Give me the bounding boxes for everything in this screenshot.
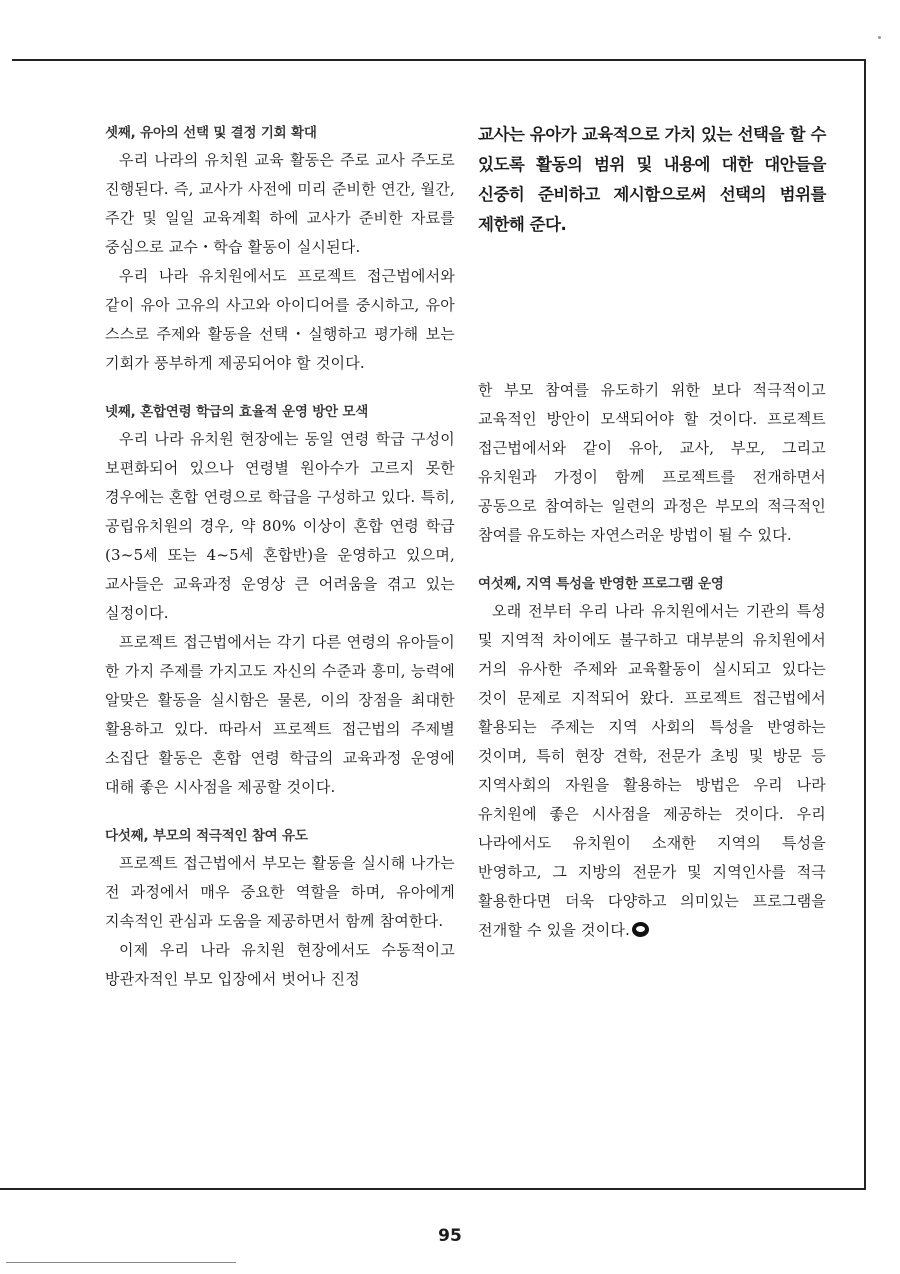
- section-heading: 다섯째, 부모의 적극적인 참여 유도: [105, 828, 308, 844]
- scan-speck: [878, 36, 881, 39]
- highlight-paragraph: 교사는 유아가 교육적으로 가치 있는 선택을 할 수 있도록 활동의 범위 및 내용에 대한 대안들을 신중히 준비하고 제시함으로써 선택의 범위를 제한해 준다.: [478, 125, 826, 234]
- frame-top-rule: [12, 59, 866, 61]
- frame-bottom-rule: [0, 1188, 866, 1190]
- scan-edge-line: [6, 1262, 236, 1263]
- section-heading: 넷째, 혼합연령 학급의 효율적 운영 방안 모색: [105, 404, 369, 420]
- section-heading: 셋째, 유아의 선택 및 결정 기회 확대: [105, 125, 317, 141]
- frame-right-rule: [864, 59, 866, 1190]
- end-mark-icon: [632, 922, 649, 937]
- body-paragraph: [478, 597, 826, 945]
- body-text: 오래 전부터 우리 나라 유치원에서는 기관의 특성 및 지역적 차이에도 불구하고 대부분의 유치원에서 거의 유사한 주제와 교육활동이 실시되고 있다는 것이 문제로 지적되어 왔다. 프로젝트 접근법에서 활용되는 주제는 지역 사회의 특성을 반영하는 것이며, 특히 현장 견학, 전문가 초빙 및 방문 등 지역사회의 자원을 활용하는 방법은 우리 나라 유치원에 좋은 시사점을 제공하는 것이다. 우리 나라에서도 유치원이 소재한 지역의 특성을 반영하고, 그 지방의 전문가 및 지역인사를 적극 활용한다면 더욱 다양하고 의미있는 프로그램을 전개할 수 있을 것이다.: [478, 602, 826, 939]
- body-paragraph: 이제 우리 나라 유치원 현장에서도 수동적이고 방관자적인 부모 입장에서 벗어나 진정: [105, 941, 455, 988]
- body-paragraph: 우리 나라의 유치원 교육 활동은 주로 교사 주도로 진행된다. 즉, 교사가 사전에 미리 준비한 연간, 월간, 주간 및 일일 교육계획 하에 교사가 준비한 자료를 중심으로 교수・학습 활동이 실시된다.: [105, 151, 455, 256]
- section-sixth: [478, 571, 826, 945]
- section-third: [105, 120, 455, 378]
- body-paragraph: 우리 나라 유치원 현장에는 동일 연령 학급 구성이 보편화되어 있으나 연령별 원아수가 고르지 못한 경우에는 혼합 연령으로 학급을 구성하고 있다. 특히, 공립유치원의 경우, 약 80% 이상이 혼합 연령 학급(3~5세 또는 4~5세 혼합반)을 운영하고 있으며, 교사들은 교육과정 운영상 큰 어려움을 겪고 있는 실정이다.: [105, 430, 455, 622]
- page-number: 95: [438, 1226, 462, 1246]
- right-column: [478, 120, 826, 945]
- section-fourth: [105, 399, 455, 802]
- body-paragraph: 프로젝트 접근법에서는 각기 다른 연령의 유아들이 한 가지 주제를 가지고도 자신의 수준과 흥미, 능력에 알맞은 활동을 실시함은 물론, 이의 장점을 최대한 활용하고 있다. 따라서 프로젝트 접근법의 주제별 소집단 활동은 혼합 연령 학급의 교육과정 운영에 대해 좋은 시사점을 제공할 것이다.: [105, 633, 455, 796]
- section-heading: 여섯째, 지역 특성을 반영한 프로그램 운영: [478, 576, 724, 592]
- left-column: [105, 120, 455, 994]
- continued-paragraph: 한 부모 참여를 유도하기 위한 보다 적극적이고 교육적인 방안이 모색되어야 할 것이다. 프로젝트 접근법에서와 같이 유아, 교사, 부모, 그리고 유치원과 가정이 함께 프로젝트를 전개하면서 공동으로 참여하는 일련의 과정은 부모의 적극적인 참여를 유도하는 자연스러운 방법이 될 수 있다.: [478, 381, 826, 544]
- section-fifth: [105, 823, 455, 994]
- body-paragraph: 프로젝트 접근법에서 부모는 활동을 실시해 나가는 전 과정에서 매우 중요한 역할을 하며, 유아에게 지속적인 관심과 도움을 제공하면서 함께 참여한다.: [105, 854, 455, 930]
- body-paragraph: 우리 나라 유치원에서도 프로젝트 접근법에서와 같이 유아 고유의 사고와 아이디어를 중시하고, 유아 스스로 주제와 활동을 선택・실행하고 평가해 보는 기회가 풍부하게 제공되어야 할 것이다.: [105, 267, 455, 372]
